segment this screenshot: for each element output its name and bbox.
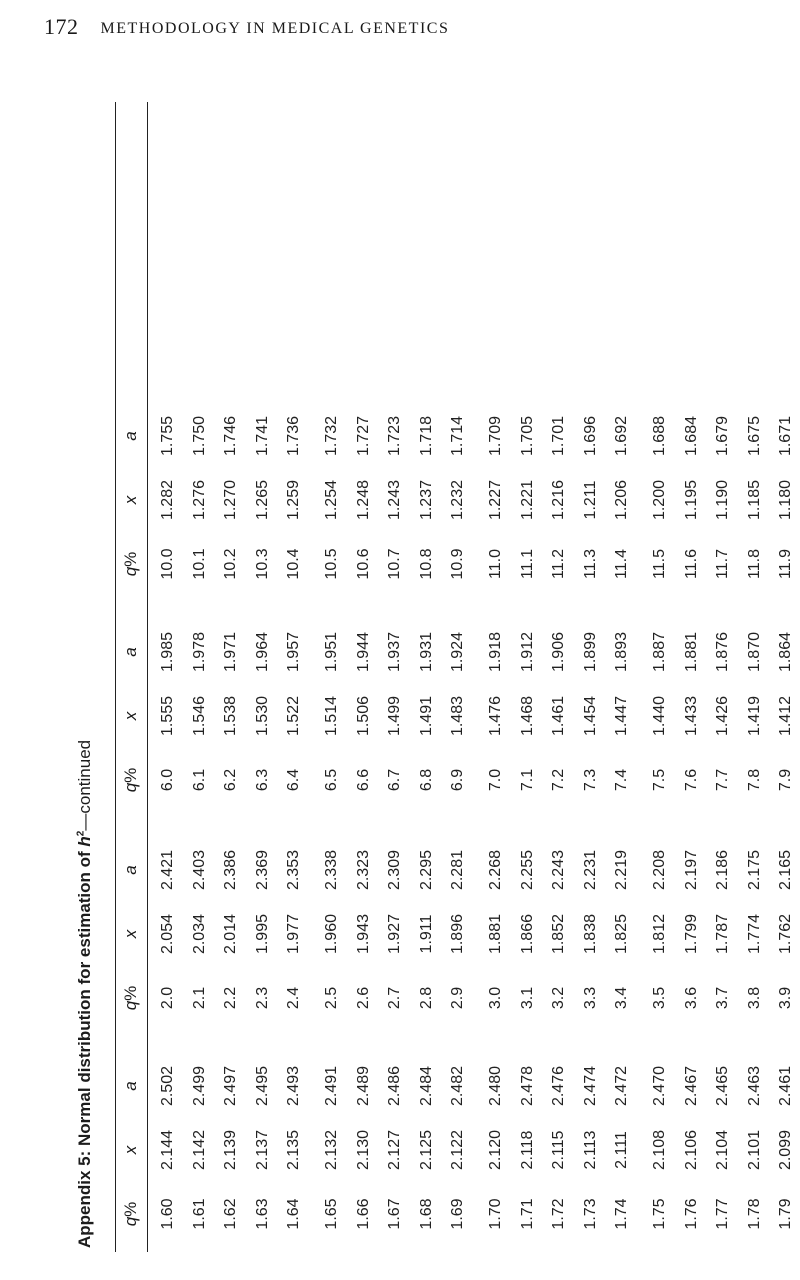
column-header: [121, 468, 141, 532]
column-header-var: q: [121, 1000, 140, 1011]
table-cell-a: 1.978: [190, 631, 208, 673]
table-cell-q: 3.1: [518, 986, 536, 1010]
table-cell-q: 6.6: [354, 768, 372, 792]
table-cell-a: 2.268: [487, 849, 504, 891]
table-cell-x: 2.132: [323, 1129, 340, 1171]
table-cell-a: 2.478: [518, 1065, 536, 1107]
table-cell-q: 6.5: [323, 768, 340, 792]
table-cell-x: 1.787: [714, 913, 732, 955]
table-cell-q: 1.74: [613, 1198, 631, 1230]
table-cell-q: 7.9: [777, 768, 795, 792]
table-cell-q: 11.8: [745, 549, 763, 579]
table-cell-q: 1.78: [745, 1198, 763, 1230]
table-cell-q: 10.2: [222, 548, 240, 580]
table-cell-q: 6.8: [417, 768, 435, 792]
column-header-var: x: [121, 1145, 140, 1155]
table-cell-a: 2.502: [159, 1065, 176, 1107]
table-cell-x: 1.555: [159, 695, 176, 737]
table-cell-x: 1.426: [714, 695, 732, 737]
table-cell-q: 1.65: [323, 1198, 340, 1230]
table-cell-q: 3.0: [487, 986, 504, 1010]
table-cell-q: 6.3: [253, 768, 271, 792]
table-cell-x: 2.034: [190, 913, 208, 955]
table-cell-a: 2.219: [613, 849, 631, 891]
table-cell-x: 2.106: [682, 1129, 700, 1171]
table-cell-a: 1.870: [745, 631, 763, 673]
table-cell-q: 11.6: [682, 549, 700, 579]
table-cell-q: 7.8: [745, 768, 763, 792]
table-cell-a: 2.484: [417, 1065, 435, 1107]
table-cell-q: 10.9: [449, 548, 467, 580]
table-cell-q: 2.8: [417, 986, 435, 1010]
table-cell-a: 2.497: [222, 1065, 240, 1107]
table-cell-x: 1.211: [581, 480, 599, 520]
table-cell-q: 1.61: [190, 1198, 208, 1230]
table-cell-a: 2.309: [386, 849, 404, 891]
column-header-var: x: [121, 711, 140, 721]
column-header-var: a: [121, 431, 140, 441]
column-header: [121, 1054, 141, 1118]
column-header: [121, 620, 141, 684]
table-cell-x: 2.130: [354, 1129, 372, 1171]
table-cell-x: 1.799: [682, 913, 700, 955]
table-cell-x: 1.254: [323, 479, 340, 521]
table-cell-a: 2.499: [190, 1065, 208, 1107]
column-header-var: q: [121, 1216, 140, 1227]
table-cell-q: 11.0: [487, 549, 504, 579]
table-cell-q: 2.7: [386, 986, 404, 1010]
table-cell-x: 2.113: [581, 1130, 599, 1170]
table-cell-x: 1.243: [386, 479, 404, 521]
table-cell-x: 1.514: [323, 695, 340, 737]
table-cell-q: 2.3: [253, 986, 271, 1010]
table-cell-q: 1.63: [253, 1198, 271, 1230]
table-cell-x: 1.499: [386, 695, 404, 737]
table-cell-q: 2.6: [354, 986, 372, 1010]
table-cell-q: 3.2: [550, 986, 568, 1010]
table-cell-x: 2.137: [253, 1129, 271, 1171]
table-cell-a: 1.718: [417, 415, 435, 457]
table-cell-x: 2.125: [417, 1129, 435, 1171]
column-header-var: a: [121, 1081, 140, 1091]
caption-superscript: 2: [75, 830, 87, 837]
table-cell-a: 2.480: [487, 1065, 504, 1107]
table-cell-x: 1.433: [682, 695, 700, 737]
table-cell-x: 1.259: [285, 479, 303, 521]
table-cell-q: 6.7: [386, 768, 404, 792]
table-cell-q: 6.0: [159, 768, 176, 792]
table-cell-a: 1.971: [222, 631, 240, 673]
table-cell-x: 1.216: [550, 479, 568, 521]
table-cell-x: 1.270: [222, 479, 240, 521]
table-cell-q: 3.9: [777, 986, 795, 1010]
table-cell-q: 7.2: [550, 768, 568, 792]
table-cell-x: 1.206: [613, 479, 631, 521]
table-cell-q: 7.6: [682, 768, 700, 792]
table-cell-q: 7.0: [487, 768, 504, 792]
table-cell-x: 1.995: [253, 913, 271, 955]
table-cell-x: 1.546: [190, 695, 208, 737]
table-cell-a: 1.675: [745, 415, 763, 457]
table-cell-a: 1.696: [581, 415, 599, 457]
table-cell-a: 1.727: [354, 415, 372, 457]
table-cell-a: 1.893: [613, 631, 631, 673]
table-cell-a: 1.899: [581, 631, 599, 673]
table-cell-a: 1.881: [682, 631, 700, 673]
table-cell-x: 1.412: [777, 695, 795, 737]
table-cell-x: 1.454: [581, 695, 599, 737]
table-cell-a: 1.912: [518, 631, 536, 673]
table-caption: [75, 740, 95, 1248]
table-cell-a: 2.495: [253, 1065, 271, 1107]
table-cell-q: 11.1: [518, 549, 536, 579]
table-top-rule: [115, 102, 116, 1252]
table-cell-a: 1.701: [550, 415, 568, 457]
table-cell-q: 10.1: [190, 548, 208, 580]
page-number: 172: [44, 14, 79, 39]
table-cell-a: 2.489: [354, 1065, 372, 1107]
table-cell-a: 1.964: [253, 631, 271, 673]
table-cell-a: 1.755: [159, 415, 176, 457]
table-cell-a: 2.338: [323, 849, 340, 891]
table-cell-a: 1.864: [777, 631, 795, 673]
table-cell-q: 1.70: [487, 1198, 504, 1230]
table-cell-x: 1.838: [581, 913, 599, 955]
table-cell-q: 11.3: [581, 549, 599, 579]
table-cell-x: 2.122: [449, 1129, 467, 1171]
table-cell-x: 1.530: [253, 695, 271, 737]
table-cell-q: 3.5: [651, 986, 668, 1010]
table-cell-a: 2.255: [518, 849, 536, 891]
table-cell-q: 2.4: [285, 986, 303, 1010]
table-cell-x: 1.185: [745, 479, 763, 521]
table-cell-a: 1.985: [159, 631, 176, 673]
table-cell-x: 1.248: [354, 479, 372, 521]
running-head: METHODOLOGY IN MEDICAL GENETICS: [100, 20, 450, 37]
column-header-var: a: [121, 865, 140, 875]
table-cell-q: 1.71: [518, 1198, 536, 1230]
table-cell-a: 1.937: [386, 631, 404, 673]
table-cell-a: 1.671: [777, 415, 795, 457]
caption-title: Normal distribution for estimation of: [75, 846, 94, 1151]
caption-label: Appendix 5:: [75, 1150, 94, 1248]
table-cell-x: 2.111: [613, 1131, 631, 1169]
table-cell-q: 1.62: [222, 1198, 240, 1230]
table-header-rule: [147, 102, 148, 1252]
column-header-var: x: [121, 929, 140, 939]
table-cell-a: 1.736: [285, 415, 303, 457]
table-cell-a: 1.692: [613, 415, 631, 457]
column-header-var: a: [121, 647, 140, 657]
table-cell-a: 2.175: [745, 849, 763, 891]
table-cell-a: 1.723: [386, 415, 404, 457]
table-cell-a: 1.746: [222, 415, 240, 457]
normal-distribution-table: [105, 92, 795, 1252]
column-header-var: q: [121, 566, 140, 577]
table-cell-q: 1.68: [417, 1198, 435, 1230]
table-cell-x: 1.440: [651, 695, 668, 737]
page-header: [44, 14, 764, 54]
table-cell-q: 1.79: [777, 1198, 795, 1230]
table-cell-x: 2.135: [285, 1129, 303, 1171]
table-cell-a: 1.918: [487, 631, 504, 673]
table-cell-a: 1.924: [449, 631, 467, 673]
table-cell-a: 2.461: [777, 1065, 795, 1107]
column-header-unit: %: [121, 767, 140, 783]
rotated-table-page: [75, 92, 795, 1252]
column-header: [121, 1182, 141, 1246]
table-cell-x: 1.447: [613, 695, 631, 737]
table-cell-x: 1.232: [449, 479, 467, 521]
table-cell-q: 10.7: [386, 548, 404, 580]
table-cell-q: 1.66: [354, 1198, 372, 1230]
table-cell-x: 1.276: [190, 479, 208, 521]
table-cell-a: 2.486: [386, 1065, 404, 1107]
table-cell-a: 2.472: [613, 1065, 631, 1107]
table-cell-q: 2.1: [190, 986, 208, 1010]
table-cell-a: 2.386: [222, 849, 240, 891]
table-cell-a: 2.369: [253, 849, 271, 891]
table-cell-a: 2.231: [581, 849, 599, 891]
table-cell-a: 1.957: [285, 631, 303, 673]
table-cell-x: 2.120: [487, 1129, 504, 1171]
table-cell-x: 1.881: [487, 913, 504, 955]
table-cell-a: 2.403: [190, 849, 208, 891]
table-cell-q: 11.5: [651, 549, 668, 579]
table-cell-a: 1.688: [651, 415, 668, 457]
table-cell-x: 1.960: [323, 913, 340, 955]
table-cell-q: 11.4: [613, 549, 631, 579]
table-cell-a: 2.421: [159, 849, 176, 891]
table-cell-x: 1.468: [518, 695, 536, 737]
table-cell-q: 10.0: [159, 548, 176, 580]
table-cell-x: 1.522: [285, 695, 303, 737]
table-cell-x: 2.099: [777, 1129, 795, 1171]
table-cell-x: 2.101: [745, 1129, 763, 1171]
column-header-unit: %: [121, 985, 140, 1001]
column-header: [121, 684, 141, 748]
table-cell-x: 1.943: [354, 913, 372, 955]
table-cell-x: 1.476: [487, 695, 504, 737]
table-cell-x: 1.282: [159, 479, 176, 521]
table-cell-q: 10.6: [354, 548, 372, 580]
column-header-unit: %: [121, 551, 140, 567]
column-header: [121, 838, 141, 902]
table-cell-x: 2.142: [190, 1129, 208, 1171]
table-cell-q: 11.9: [777, 549, 795, 579]
table-cell-q: 11.2: [550, 549, 568, 579]
table-cell-q: 2.0: [159, 986, 176, 1010]
column-header-var: x: [121, 495, 140, 505]
table-cell-x: 2.139: [222, 1129, 240, 1171]
table-cell-a: 1.944: [354, 631, 372, 673]
table-cell-x: 1.195: [682, 479, 700, 521]
table-cell-q: 6.4: [285, 768, 303, 792]
table-cell-q: 10.3: [253, 548, 271, 580]
column-header: [121, 404, 141, 468]
table-cell-a: 2.186: [714, 849, 732, 891]
table-cell-x: 2.054: [159, 913, 176, 955]
table-cell-q: 6.1: [190, 768, 208, 792]
table-cell-x: 1.896: [449, 913, 467, 955]
table-cell-q: 3.4: [613, 986, 631, 1010]
table-cell-a: 2.353: [285, 849, 303, 891]
table-cell-a: 2.208: [651, 849, 668, 891]
table-cell-x: 1.483: [449, 695, 467, 737]
table-cell-a: 1.876: [714, 631, 732, 673]
table-cell-q: 10.5: [323, 548, 340, 580]
table-cell-a: 1.709: [487, 415, 504, 457]
table-cell-q: 7.1: [518, 768, 536, 792]
table-cell-a: 1.705: [518, 415, 536, 457]
table-cell-q: 1.72: [550, 1198, 568, 1230]
table-cell-a: 2.243: [550, 849, 568, 891]
table-cell-x: 1.200: [651, 479, 668, 521]
table-cell-q: 1.67: [386, 1198, 404, 1230]
table-cell-q: 2.5: [323, 986, 340, 1010]
table-cell-q: 10.4: [285, 548, 303, 580]
table-cell-a: 2.323: [354, 849, 372, 891]
table-cell-x: 1.852: [550, 913, 568, 955]
column-header: [121, 1118, 141, 1182]
table-cell-x: 1.506: [354, 695, 372, 737]
table-cell-a: 2.491: [323, 1065, 340, 1107]
table-cell-q: 7.5: [651, 768, 668, 792]
table-cell-x: 2.108: [651, 1129, 668, 1171]
column-header: [121, 532, 141, 596]
table-cell-x: 1.911: [417, 914, 435, 954]
table-cell-x: 1.227: [487, 479, 504, 521]
column-header-unit: %: [121, 1201, 140, 1217]
table-cell-q: 1.75: [651, 1198, 668, 1230]
table-cell-q: 6.2: [222, 768, 240, 792]
table-cell-a: 1.732: [323, 415, 340, 457]
table-cell-q: 1.77: [714, 1198, 732, 1230]
table-cell-a: 2.165: [777, 849, 795, 891]
caption-suffix: —continued: [75, 739, 94, 831]
table-cell-q: 2.2: [222, 986, 240, 1010]
table-cell-a: 2.474: [581, 1065, 599, 1107]
table-cell-x: 1.190: [714, 479, 732, 521]
table-cell-q: 10.8: [417, 548, 435, 580]
table-cell-x: 2.144: [159, 1129, 176, 1171]
table-cell-x: 2.104: [714, 1129, 732, 1171]
table-cell-x: 2.014: [222, 913, 240, 955]
table-cell-x: 1.927: [386, 913, 404, 955]
column-header: [121, 966, 141, 1030]
table-cell-a: 2.281: [449, 849, 467, 891]
table-cell-a: 2.467: [682, 1065, 700, 1107]
table-cell-a: 1.750: [190, 415, 208, 457]
table-cell-q: 6.9: [449, 768, 467, 792]
table-cell-x: 1.461: [550, 695, 568, 737]
table-cell-q: 1.64: [285, 1198, 303, 1230]
table-cell-x: 2.118: [518, 1130, 536, 1170]
column-header: [121, 748, 141, 812]
table-cell-a: 2.463: [745, 1065, 763, 1107]
table-cell-q: 7.3: [581, 768, 599, 792]
table-cell-x: 1.825: [613, 913, 631, 955]
table-cell-a: 1.951: [323, 631, 340, 673]
table-cell-q: 2.9: [449, 986, 467, 1010]
table-cell-a: 1.679: [714, 415, 732, 457]
table-cell-q: 7.7: [714, 768, 732, 792]
table-cell-q: 1.69: [449, 1198, 467, 1230]
table-cell-q: 3.3: [581, 986, 599, 1010]
table-cell-a: 2.465: [714, 1065, 732, 1107]
table-cell-a: 1.684: [682, 415, 700, 457]
table-cell-q: 7.4: [613, 768, 631, 792]
table-cell-x: 1.180: [777, 479, 795, 521]
table-cell-a: 1.906: [550, 631, 568, 673]
table-cell-x: 1.762: [777, 913, 795, 955]
table-cell-x: 1.419: [745, 695, 763, 737]
column-header-var: q: [121, 782, 140, 793]
table-cell-x: 2.115: [550, 1130, 568, 1170]
table-cell-q: 3.6: [682, 986, 700, 1010]
caption-symbol: h: [75, 836, 94, 847]
table-cell-a: 2.493: [285, 1065, 303, 1107]
table-cell-q: 3.8: [745, 986, 763, 1010]
table-cell-a: 2.295: [417, 849, 435, 891]
table-cell-x: 1.774: [745, 913, 763, 955]
table-cell-q: 1.73: [581, 1198, 599, 1230]
table-cell-a: 1.741: [253, 415, 271, 457]
table-cell-x: 1.491: [417, 695, 435, 737]
table-cell-a: 1.887: [651, 631, 668, 673]
table-cell-a: 2.470: [651, 1065, 668, 1107]
table-cell-a: 1.714: [449, 415, 467, 457]
table-cell-a: 2.482: [449, 1065, 467, 1107]
table-cell-x: 1.237: [417, 479, 435, 521]
table-cell-a: 2.476: [550, 1065, 568, 1107]
table-cell-x: 1.221: [518, 479, 536, 521]
table-cell-q: 1.60: [159, 1198, 176, 1230]
table-cell-x: 1.866: [518, 913, 536, 955]
column-header: [121, 902, 141, 966]
table-cell-x: 1.812: [651, 913, 668, 955]
table-cell-a: 2.197: [682, 849, 700, 891]
table-cell-q: 3.7: [714, 986, 732, 1010]
table-cell-x: 1.977: [285, 913, 303, 955]
table-cell-x: 1.265: [253, 479, 271, 521]
table-cell-q: 1.76: [682, 1198, 700, 1230]
table-cell-q: 11.7: [714, 549, 732, 579]
table-cell-a: 1.931: [417, 631, 435, 673]
table-cell-x: 1.538: [222, 695, 240, 737]
table-cell-x: 2.127: [386, 1129, 404, 1171]
